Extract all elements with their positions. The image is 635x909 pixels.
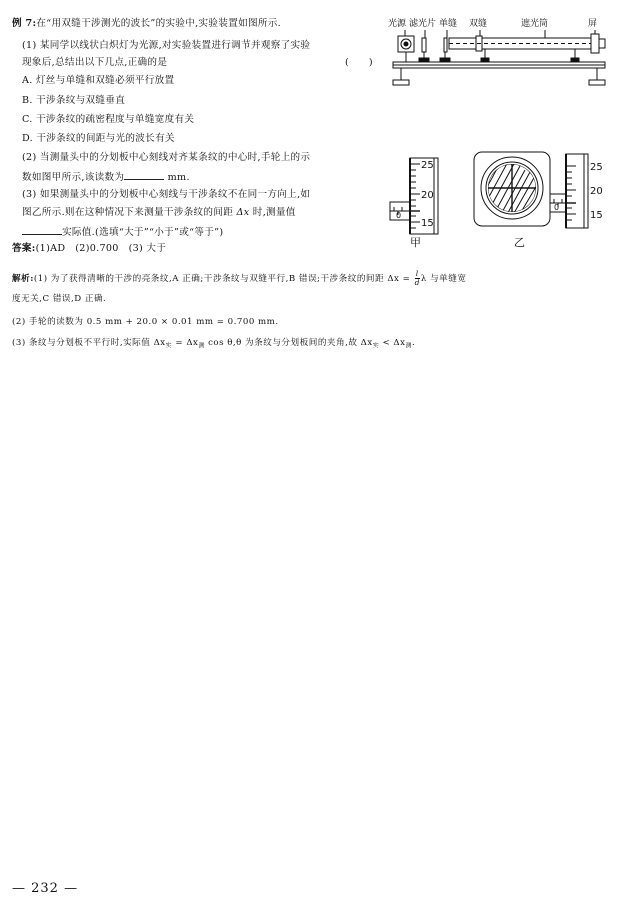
jia-tick-20: 20	[421, 190, 434, 201]
apparatus-figure	[385, 14, 615, 90]
q1-line2-text: 现象后,总结出以下几点,正确的是	[22, 57, 168, 68]
label-double-slit: 双缝	[469, 19, 488, 29]
jia-tick-15: 15	[421, 218, 434, 229]
yi-caption: 乙	[514, 236, 525, 249]
subscript-measured-2: 测	[405, 342, 412, 350]
jia-tick-25: 25	[421, 160, 434, 171]
label-light-tube: 遮光筒	[521, 19, 549, 29]
analysis-line1	[12, 270, 466, 287]
subscript-actual-1: 实	[165, 342, 173, 350]
label-filter: 滤光片	[409, 19, 437, 29]
analysis-line1-pre: (1) 为了获得清晰的干涉的亮条纹,A 正确;干涉条纹与双缝平行,B 错误;干涉条纹的间距 Δx =	[33, 274, 411, 284]
analysis-line4-mid: = Δx	[172, 338, 199, 348]
q3-line3	[22, 225, 223, 239]
analysis-line4-mid3: < Δx	[379, 338, 406, 348]
label-single-slit: 单缝	[439, 19, 458, 29]
intro-text: 在“用双缝干涉测光的波长”的实验中,实验装置如图所示.	[36, 18, 282, 29]
figure-jia-micrometer	[388, 152, 460, 248]
example-label: 例 7:	[12, 18, 37, 29]
q3-line1: (3) 如果测量头中的分划板中心刻线与干涉条纹不在同一方向上,如	[22, 189, 311, 200]
analysis-line1-post: λ 与单缝宽	[420, 274, 467, 284]
q2-line2-pre: 数如图甲所示,该读数为	[22, 172, 125, 183]
jia-caption: 甲	[410, 236, 421, 248]
q2-line2-post: mm.	[167, 172, 190, 183]
fraction-denominator: d	[414, 278, 420, 287]
subscript-measured-1: 测	[198, 342, 205, 350]
answer-label: 答案:	[12, 243, 36, 254]
q3-line2-pre: 图乙所示.则在这种情况下来测量干涉条纹的间距	[22, 207, 234, 218]
figure-yi-reticle	[470, 148, 610, 250]
q1-option-c: C. 干涉条纹的疏密程度与单缝宽度有关	[22, 114, 195, 125]
q3-line2-var: Δx	[236, 207, 250, 218]
analysis-line2: 度无关,C 错误,D 正确.	[12, 294, 107, 304]
spacing-fraction	[415, 270, 420, 287]
apparatus-drawing	[393, 30, 605, 85]
jia-zero: 0	[396, 211, 402, 220]
answer-text: (1)AD (2)0.700 (3) 大于	[35, 243, 167, 254]
analysis-line4	[12, 337, 415, 353]
analysis-line4-mid2: cos θ,θ 为条纹与分划板间的夹角,故 Δx	[204, 338, 373, 348]
yi-zero: 0	[554, 203, 560, 212]
q1-line2	[22, 57, 167, 69]
q1-line1: (1) 某同学以线状白炽灯为光源,对实验装置进行调节并观察了实验	[22, 40, 311, 51]
yi-tick-25: 25	[590, 162, 603, 173]
example-intro	[12, 18, 281, 30]
label-screen: 屏	[588, 19, 598, 29]
analysis-line4-pre: (3) 条纹与分划板不平行时,实际值 Δx	[12, 338, 166, 348]
answer-line	[12, 243, 166, 255]
q3-answer-blank	[22, 225, 62, 235]
q3-line2	[22, 207, 296, 219]
page-number: — 232 —	[12, 881, 79, 896]
q1-answer-paren: ( )	[345, 57, 373, 68]
q2-line1: (2) 当测量头中的分划板中心刻线对齐某条纹的中心时,手轮上的示	[22, 152, 311, 163]
yi-tick-20: 20	[590, 186, 603, 197]
q2-answer-blank	[124, 170, 164, 180]
analysis-line4-end: .	[411, 338, 416, 348]
q3-line3-text: 实际值.(选填“大于”“小于”或“等于”)	[62, 227, 224, 238]
fraction-numerator: l	[415, 269, 419, 278]
q1-option-d: D. 干涉条纹的间距与光的波长有关	[22, 133, 175, 144]
subscript-actual-2: 实	[372, 342, 380, 350]
yi-tick-15: 15	[590, 210, 603, 221]
analysis-label: 解析:	[12, 274, 34, 284]
q3-line2-post: 时,测量值	[252, 207, 296, 218]
q1-option-b: B. 干涉条纹与双缝垂直	[22, 95, 126, 106]
q1-option-a: A. 灯丝与单缝和双缝必须平行放置	[22, 75, 175, 86]
label-light-source: 光源	[388, 19, 407, 29]
analysis-line3: (2) 手轮的读数为 0.5 mm + 20.0 × 0.01 mm = 0.700 mm.	[12, 317, 279, 327]
q2-line2	[22, 170, 190, 184]
